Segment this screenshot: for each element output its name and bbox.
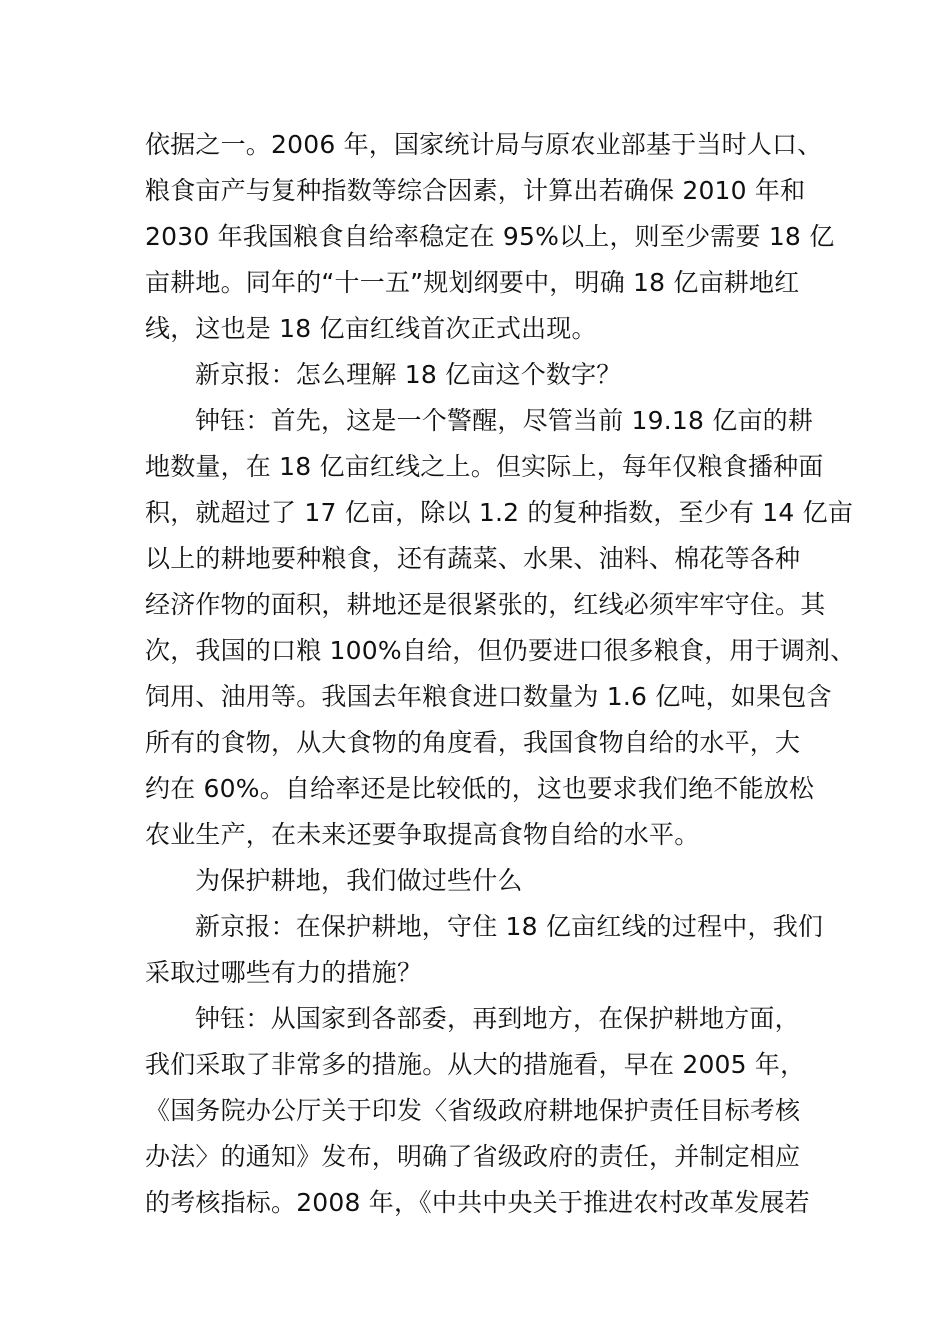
text-line: 所有的食物，从大食物的角度看，我国食物自给的水平，大 [145,728,801,757]
text-line: 我们采取了非常多的措施。从大的措施看，早在 2005 年， [145,1050,806,1079]
text-line: 采取过哪些有力的措施？ [145,958,423,987]
text-line: 2030 年我国粮食自给率稳定在 95%以上，则至少需要 18 亿 [145,222,835,251]
text-line: 《国务院办公厅关于印发〈省级政府耕地保护责任目标考核 [145,1096,801,1125]
question-line: 新京报：在保护耕地，守住 18 亿亩红线的过程中，我们 [195,912,824,941]
answer-line: 钟钰：首先，这是一个警醒，尽管当前 19.18 亿亩的耕 [195,406,814,435]
section-heading: 为保护耕地，我们做过些什么 [195,866,523,895]
text-line: 依据之一。2006 年，国家统计局与原农业部基于当时人口、 [145,130,823,159]
text-line: 以上的耕地要种粮食，还有蔬菜、水果、油料、棉花等各种 [145,544,801,573]
text-line: 的考核指标。2008 年，《中共中央关于推进农村改革发展若 [145,1188,810,1217]
text-line: 亩耕地。同年的“十一五”规划纲要中，明确 18 亿亩耕地红 [145,268,800,297]
text-line: 次，我国的口粮 100%自给，但仍要进口很多粮食，用于调剂、 [145,636,856,665]
text-line: 线，这也是 18 亿亩红线首次正式出现。 [145,314,597,343]
question-line: 新京报：怎么理解 18 亿亩这个数字？ [195,360,622,389]
answer-line: 钟钰：从国家到各部委，再到地方，在保护耕地方面， [195,1004,800,1033]
text-line: 农业生产，在未来还要争取提高食物自给的水平。 [145,820,700,849]
text-line: 办法〉的通知》发布，明确了省级政府的责任，并制定相应 [145,1142,801,1171]
text-line: 粮食亩产与复种指数等综合因素，计算出若确保 2010 年和 [145,176,806,205]
text-line: 约在 60%。自给率还是比较低的，这也要求我们绝不能放松 [145,774,815,803]
text-line: 经济作物的面积，耕地还是很紧张的，红线必须牢牢守住。其 [145,590,826,619]
text-line: 积，就超过了 17 亿亩，除以 1.2 的复种指数，至少有 14 亿亩 [145,498,854,527]
text-line: 地数量，在 18 亿亩红线之上。但实际上，每年仅粮食播种面 [145,452,824,481]
article-body [145,122,856,1226]
text-line: 饲用、油用等。我国去年粮食进口数量为 1.6 亿吨，如果包含 [145,682,832,711]
